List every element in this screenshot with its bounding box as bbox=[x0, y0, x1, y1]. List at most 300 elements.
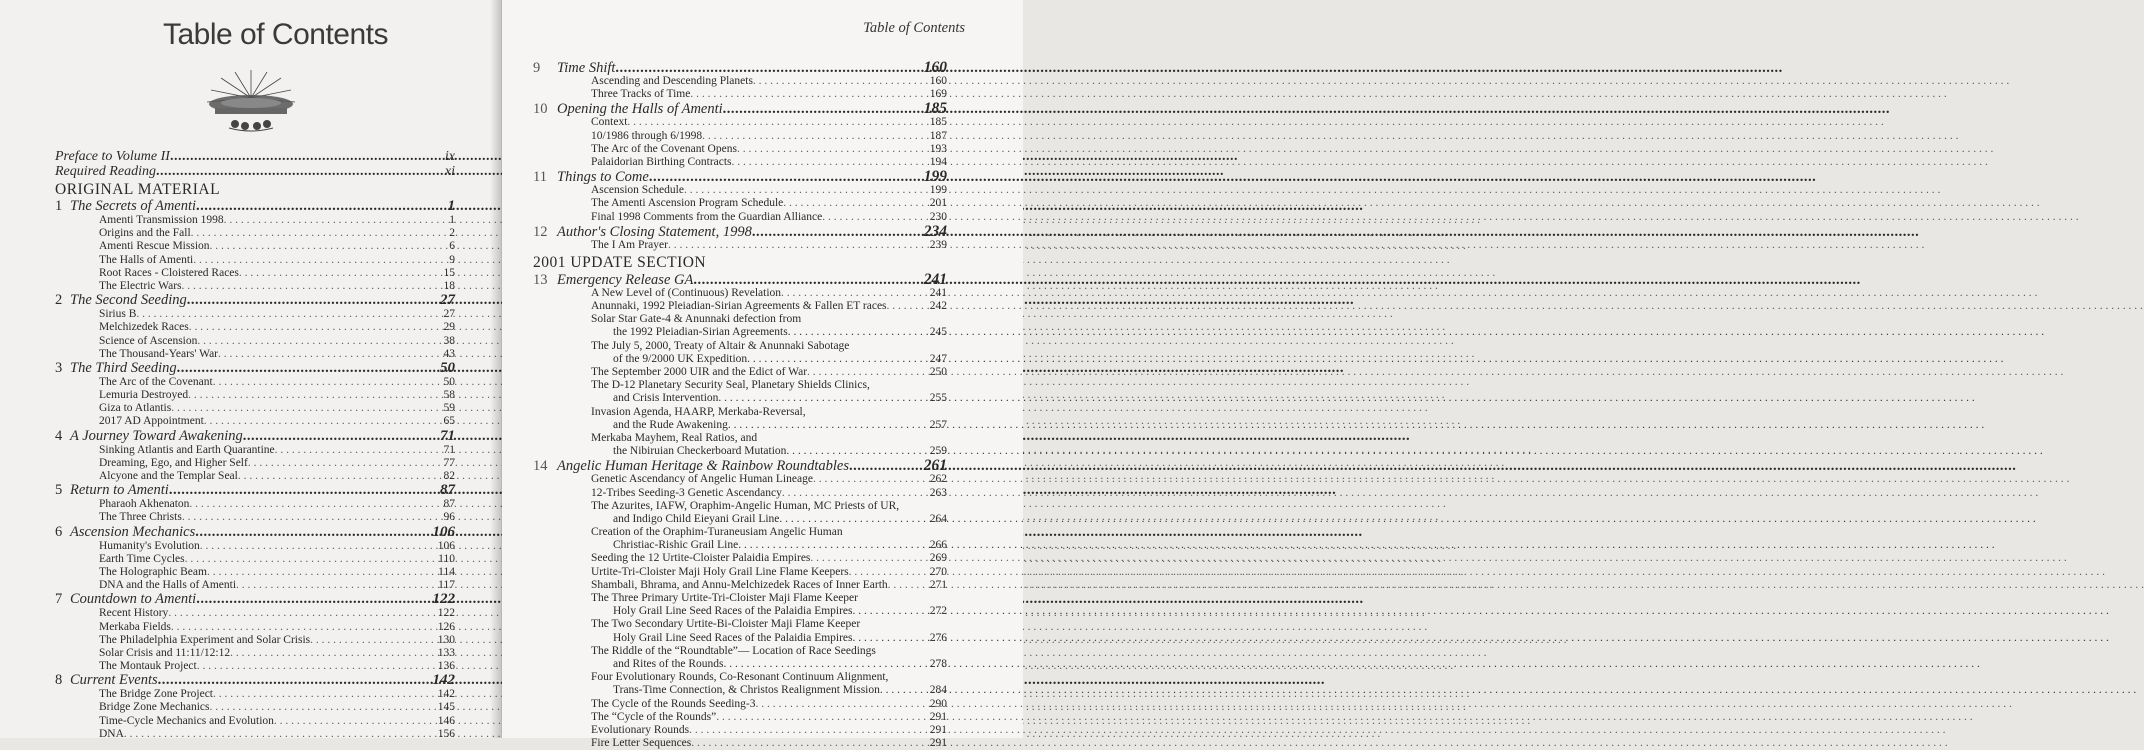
subentry-title: A New Level of (Continuous) Revelation bbox=[591, 286, 782, 299]
dot-leader bbox=[627, 116, 926, 129]
subentry-entry bbox=[55, 566, 455, 579]
page-number: 264 bbox=[929, 512, 947, 525]
emblem-icon bbox=[205, 68, 297, 134]
chapter-page: 199 bbox=[923, 168, 947, 186]
dot-leader bbox=[189, 498, 440, 511]
chapter-entry bbox=[533, 272, 947, 287]
subentry-entry bbox=[55, 267, 455, 280]
page-number: 122 bbox=[437, 607, 455, 620]
subentry-entry bbox=[533, 143, 947, 156]
dot-leader bbox=[177, 361, 438, 376]
subentry-entry bbox=[533, 156, 947, 169]
subentry-entry bbox=[55, 498, 455, 511]
page-number: 291 bbox=[929, 737, 947, 750]
chapter-title: Ascension Mechanics bbox=[70, 523, 196, 540]
dot-leader bbox=[822, 211, 927, 224]
subentry-line bbox=[533, 671, 947, 684]
subentry-line bbox=[533, 526, 947, 539]
chapter-number: 1 bbox=[55, 198, 63, 214]
subentry-title: Merkaba Fields bbox=[99, 620, 171, 633]
subentry-continuation: the Nibiruian Checkerboard Mutation bbox=[613, 445, 787, 458]
subentry-title: Solar Crisis and 11:11/12:12 bbox=[99, 646, 231, 659]
dot-leader bbox=[615, 61, 921, 76]
subentry-line bbox=[533, 379, 947, 392]
chapter-number: 11 bbox=[533, 169, 547, 186]
page-number: 18 bbox=[443, 279, 455, 292]
page-number: ix bbox=[444, 149, 455, 164]
page-number: 130 bbox=[437, 633, 455, 646]
chapter-page: 142 bbox=[432, 672, 455, 689]
page-number: 272 bbox=[929, 605, 947, 618]
chapter-number: 5 bbox=[55, 482, 63, 499]
subentry-entry bbox=[533, 724, 947, 737]
dot-leader bbox=[170, 150, 443, 165]
page-number: 126 bbox=[437, 620, 455, 633]
dot-leader bbox=[243, 429, 438, 444]
subentry-title: The Arc of the Covenant bbox=[99, 375, 213, 388]
chapter-page: 241 bbox=[923, 270, 947, 288]
subentry-title: The Three Christs bbox=[99, 511, 182, 524]
dot-leader bbox=[880, 684, 930, 697]
page-number: 133 bbox=[437, 646, 455, 659]
chapter-page: 27 bbox=[440, 292, 455, 309]
chapter-entry bbox=[55, 525, 455, 540]
chapter-number: 3 bbox=[55, 359, 63, 376]
page-number: 65 bbox=[443, 415, 455, 428]
dot-leader bbox=[849, 566, 927, 579]
subentry-continuation: Holy Grail Line Seed Races of the Palaidia Empires bbox=[613, 605, 853, 618]
chapter-entry bbox=[533, 169, 947, 184]
dot-leader bbox=[888, 579, 927, 592]
dot-leader bbox=[724, 658, 930, 671]
page-number: 284 bbox=[929, 684, 947, 697]
page-number: 259 bbox=[929, 445, 947, 458]
page-number: 58 bbox=[443, 389, 455, 402]
subentry-title: The Electric Wars bbox=[99, 279, 182, 292]
subentry-entry bbox=[55, 553, 455, 566]
dot-leader bbox=[196, 592, 430, 607]
chapter-title: Things to Come bbox=[557, 169, 649, 186]
subentry-title: Merkaba Mayhem, Real Ratios, and bbox=[591, 431, 758, 444]
page-number: 145 bbox=[437, 701, 455, 714]
subentry-entry bbox=[533, 366, 947, 379]
dot-leader bbox=[737, 143, 927, 156]
page-number: 291 bbox=[929, 723, 947, 736]
page-number: 142 bbox=[437, 688, 455, 701]
subentry-title: The I Am Prayer bbox=[591, 238, 668, 251]
page-number: 266 bbox=[929, 539, 947, 552]
page-number: 230 bbox=[929, 210, 947, 223]
chapter-entry bbox=[55, 673, 455, 688]
subentry-line bbox=[533, 618, 947, 631]
chapter-entry bbox=[533, 60, 947, 75]
dot-leader bbox=[200, 540, 435, 553]
subentry-entry bbox=[55, 308, 455, 321]
chapter-number: 12 bbox=[533, 223, 548, 240]
subentry-entry bbox=[533, 658, 947, 671]
chapter-entry bbox=[533, 458, 947, 473]
chapter-title: Emergency Release GA bbox=[557, 271, 694, 288]
dot-leader bbox=[783, 197, 926, 210]
subentry-entry bbox=[55, 728, 455, 741]
chapter-heading bbox=[55, 483, 169, 498]
chapter-page: 50 bbox=[440, 359, 455, 376]
dot-leader bbox=[752, 225, 922, 240]
subentry-entry bbox=[533, 326, 947, 339]
chapter-number: 8 bbox=[55, 672, 63, 689]
subentry-title: DNA and the Halls of Amenti bbox=[99, 579, 237, 592]
dot-leader bbox=[849, 459, 922, 474]
subentry-entry bbox=[533, 419, 947, 432]
page-number: 77 bbox=[443, 456, 455, 469]
subentry-title: The Arc of the Covenant Opens bbox=[591, 142, 737, 155]
subentry-title: Context bbox=[591, 116, 628, 129]
subentry-entry bbox=[533, 605, 947, 618]
subentry-title: The “Cycle of the Rounds” bbox=[591, 710, 717, 723]
toc-left bbox=[55, 150, 455, 741]
dot-leader bbox=[218, 348, 440, 361]
subentry-title: 2017 AD Appointment bbox=[99, 415, 204, 428]
subentry-line bbox=[533, 500, 947, 513]
subentry-title: The Three Primary Urtite-Tri-Cloister Maji Flame Keeper bbox=[591, 592, 858, 604]
page-title: Table of Contents bbox=[163, 18, 388, 51]
dot-leader bbox=[310, 634, 435, 647]
page-number: 245 bbox=[929, 326, 947, 339]
dot-leader bbox=[210, 701, 435, 714]
page-number: 117 bbox=[438, 579, 455, 592]
chapter-title: Opening the Halls of Amenti bbox=[557, 101, 723, 118]
page-number: 201 bbox=[929, 197, 947, 210]
page-number: 247 bbox=[929, 352, 947, 365]
page-number: 82 bbox=[443, 470, 455, 482]
toc-right bbox=[533, 60, 947, 750]
left-page bbox=[0, 0, 502, 738]
dot-leader bbox=[213, 376, 441, 389]
chapter-heading bbox=[533, 102, 723, 117]
page-number: 71 bbox=[443, 443, 455, 456]
subentry-title: Recent History bbox=[99, 607, 169, 620]
chapter-title: The Second Seeding bbox=[70, 292, 187, 309]
subentry-line bbox=[533, 592, 947, 605]
subentry-title: The D-12 Planetary Security Seal, Planetary Shields Clinics, bbox=[591, 379, 870, 392]
subentry-entry bbox=[55, 540, 455, 553]
subentry-title: Amenti Transmission 1998 bbox=[99, 214, 224, 226]
subentry-continuation: Christiac-Rishic Grail Line bbox=[613, 539, 739, 552]
subentry-title: The Bridge Zone Project bbox=[99, 688, 214, 701]
dot-leader bbox=[684, 184, 927, 197]
chapter-number: 13 bbox=[533, 271, 548, 288]
chapter-entry bbox=[533, 224, 947, 239]
dot-leader bbox=[723, 102, 922, 117]
subentry-title: Amenti Rescue Mission bbox=[99, 240, 210, 253]
dot-leader bbox=[788, 326, 930, 339]
dot-leader bbox=[169, 483, 438, 498]
chapter-heading bbox=[533, 61, 615, 76]
section-heading: 2001 UPDATE SECTION bbox=[533, 253, 707, 271]
subentry-entry bbox=[533, 445, 947, 458]
subentry-continuation: and the Rude Awakening bbox=[613, 418, 728, 431]
page-number: 169 bbox=[929, 88, 947, 101]
chapter-heading bbox=[533, 170, 649, 185]
entry-title: Required Reading bbox=[55, 163, 156, 179]
dot-leader bbox=[779, 513, 929, 526]
subentry-entry bbox=[55, 621, 455, 634]
chapter-entry bbox=[533, 101, 947, 116]
subentry-entry bbox=[533, 116, 947, 129]
front-matter-entry bbox=[55, 150, 455, 165]
chapter-page: 71 bbox=[440, 427, 455, 444]
dot-leader bbox=[691, 737, 926, 750]
page-number: 15 bbox=[443, 266, 455, 279]
dot-leader bbox=[649, 170, 922, 185]
dot-leader bbox=[156, 165, 443, 180]
subentry-entry bbox=[533, 88, 947, 101]
dot-leader bbox=[813, 473, 927, 486]
running-head: Table of Contents bbox=[863, 20, 965, 36]
page-number: 290 bbox=[929, 697, 947, 710]
page-number: 50 bbox=[443, 375, 455, 388]
chapter-entry bbox=[55, 429, 455, 444]
subentry-title: Time-Cycle Mechanics and Evolution bbox=[99, 714, 274, 727]
subentry-entry bbox=[533, 197, 947, 210]
chapter-heading bbox=[55, 592, 196, 607]
dot-leader bbox=[786, 445, 929, 458]
chapter-page: 261 bbox=[923, 457, 947, 475]
subentry-title: Humanity's Evolution bbox=[99, 539, 200, 552]
chapter-heading bbox=[55, 429, 243, 444]
entry-title: Preface to Volume II bbox=[55, 149, 170, 164]
dot-leader bbox=[158, 673, 431, 688]
chapter-page: 185 bbox=[923, 100, 947, 118]
subentry-title: Shambali, Bhrama, and Annu-Melchizedek Races of Inner Earth bbox=[591, 578, 888, 591]
subentry-entry bbox=[55, 227, 455, 240]
chapter-number: 4 bbox=[55, 427, 63, 444]
chapter-title: Countdown to Amenti bbox=[70, 591, 197, 608]
dot-leader bbox=[275, 444, 441, 457]
subentry-entry bbox=[533, 552, 947, 565]
dot-leader bbox=[195, 525, 430, 540]
chapter-number: 7 bbox=[55, 591, 63, 608]
dot-leader bbox=[753, 75, 927, 88]
page-number: 187 bbox=[929, 129, 947, 142]
page-number: 96 bbox=[443, 511, 455, 524]
subentry-entry bbox=[533, 737, 947, 750]
dot-leader bbox=[732, 156, 927, 169]
subentry-title: Pharaoh Akhenaton bbox=[99, 498, 190, 511]
dot-leader bbox=[168, 607, 434, 620]
subentry-entry bbox=[55, 321, 455, 334]
dot-leader bbox=[747, 353, 930, 366]
dot-leader bbox=[230, 647, 435, 660]
subentry-entry bbox=[55, 647, 455, 660]
dot-leader bbox=[716, 711, 927, 724]
subentry-title: Sirius B bbox=[99, 308, 137, 321]
subentry-continuation: of the 9/2000 UK Expedition bbox=[613, 352, 748, 365]
subentry-title: The Azurites, IAFW, Oraphim-Angelic Human, MC Priests of UR, bbox=[591, 499, 900, 512]
dot-leader bbox=[689, 724, 927, 737]
dot-leader bbox=[191, 227, 447, 240]
page-number: 199 bbox=[929, 184, 947, 197]
chapter-heading bbox=[55, 361, 177, 376]
page-number: 262 bbox=[929, 473, 947, 486]
subentry-title: Evolutionary Rounds bbox=[591, 723, 690, 736]
subentry-title: Four Evolutionary Rounds, Co-Resonant Continuum Alignment, bbox=[591, 671, 889, 684]
subentry-title: Science of Ascension bbox=[99, 334, 198, 347]
chapter-page: 234 bbox=[923, 222, 947, 240]
chapter-heading bbox=[55, 199, 196, 214]
chapter-title: Angelic Human Heritage & Rainbow Roundtables bbox=[557, 458, 849, 475]
page-number: 250 bbox=[929, 366, 947, 378]
dot-leader bbox=[189, 321, 441, 334]
subentry-entry bbox=[55, 444, 455, 457]
dot-leader bbox=[210, 240, 447, 253]
dot-leader bbox=[136, 308, 440, 321]
chapter-title: The Secrets of Amenti bbox=[70, 198, 197, 214]
chapter-heading bbox=[55, 293, 187, 308]
dot-leader bbox=[807, 366, 927, 379]
subentry-title: Urtite-Tri-Cloister Maji Holy Grail Line Flame Keepers bbox=[591, 565, 849, 578]
subentry-entry bbox=[533, 566, 947, 579]
subentry-title: Dreaming, Ego, and Higher Self bbox=[99, 456, 248, 469]
subentry-title: The Montauk Project bbox=[99, 660, 197, 673]
subentry-entry bbox=[55, 240, 455, 253]
subentry-entry bbox=[533, 579, 947, 592]
chapter-page: 106 bbox=[432, 523, 455, 540]
dot-leader bbox=[690, 88, 926, 101]
subentry-title: Fire Letter Sequences bbox=[591, 737, 692, 750]
page-number: 255 bbox=[929, 392, 947, 405]
page-number: 29 bbox=[443, 321, 455, 334]
dot-leader bbox=[668, 239, 927, 252]
subentry-title: Origins and the Fall bbox=[99, 227, 191, 240]
page-number: 241 bbox=[929, 286, 947, 299]
subentry-title: Bridge Zone Mechanics bbox=[99, 701, 210, 714]
dot-leader bbox=[187, 293, 438, 308]
subentry-title: Solar Star Gate-4 & Anunnaki defection from bbox=[591, 313, 802, 326]
subentry-title: The Thousand-Years' War bbox=[99, 347, 219, 360]
page-number: 291 bbox=[929, 710, 947, 723]
dot-leader bbox=[171, 621, 435, 634]
subentry-entry bbox=[55, 389, 455, 402]
subentry-entry bbox=[533, 684, 947, 697]
chapter-number: 2 bbox=[55, 292, 63, 309]
subentry-title: Ascending and Descending Planets bbox=[591, 75, 753, 87]
subentry-entry bbox=[533, 513, 947, 526]
subentry-entry bbox=[55, 607, 455, 620]
chapter-page: 1 bbox=[447, 198, 455, 214]
dot-leader bbox=[224, 214, 447, 227]
page-number: 27 bbox=[443, 308, 455, 321]
page-number: 146 bbox=[437, 714, 455, 727]
subentry-entry bbox=[533, 300, 947, 313]
chapter-heading bbox=[55, 525, 195, 540]
subentry-line bbox=[533, 645, 947, 658]
subentry-title: The September 2000 UIR and the Edict of War bbox=[591, 366, 808, 378]
dot-leader bbox=[782, 487, 927, 500]
subentry-title: 10/1986 through 6/1998 bbox=[591, 129, 703, 142]
section-heading: ORIGINAL MATERIAL bbox=[55, 181, 221, 198]
subentry-entry bbox=[533, 711, 947, 724]
subentry-entry bbox=[55, 376, 455, 389]
subentry-title: Giza to Atlantis bbox=[99, 402, 172, 415]
subentry-entry bbox=[533, 539, 947, 552]
page-number: 114 bbox=[438, 565, 455, 578]
page-number: 106 bbox=[437, 539, 455, 552]
subentry-entry bbox=[533, 698, 947, 711]
page-number: 6 bbox=[449, 240, 455, 253]
page-number: 43 bbox=[443, 347, 455, 360]
subentry-title: Palaidorian Birthing Contracts bbox=[591, 155, 732, 168]
dot-leader bbox=[188, 389, 440, 402]
page-number: 38 bbox=[443, 334, 455, 347]
dot-leader bbox=[196, 199, 445, 214]
chapter-title: A Journey Toward Awakening bbox=[70, 427, 243, 444]
chapter-title: Author's Closing Statement, 1998 bbox=[557, 223, 752, 240]
dot-leader bbox=[718, 392, 929, 405]
page-number: 263 bbox=[929, 486, 947, 499]
subentry-entry bbox=[55, 254, 455, 267]
page-number: 193 bbox=[929, 142, 947, 155]
subentry-entry bbox=[533, 239, 947, 252]
subentry-entry bbox=[533, 211, 947, 224]
dot-leader bbox=[702, 130, 927, 143]
subentry-title: DNA bbox=[99, 727, 124, 740]
subentry-continuation: Trans-Time Connection, & Christos Realignment Mission bbox=[613, 684, 880, 697]
subentry-entry bbox=[55, 688, 455, 701]
page-number: 185 bbox=[929, 116, 947, 129]
subentry-entry bbox=[533, 473, 947, 486]
chapter-title: Return to Amenti bbox=[70, 482, 169, 499]
dot-leader bbox=[182, 511, 441, 524]
dot-leader bbox=[810, 552, 926, 565]
chapter-entry bbox=[55, 361, 455, 376]
dot-leader bbox=[171, 402, 440, 415]
subentry-line bbox=[533, 313, 947, 326]
subentry-line bbox=[533, 432, 947, 445]
dot-leader bbox=[124, 728, 435, 741]
subentry-title: The Halls of Amenti bbox=[99, 253, 194, 266]
subentry-title: Melchizedek Races bbox=[99, 321, 189, 334]
subentry-entry bbox=[533, 353, 947, 366]
subentry-entry bbox=[533, 287, 947, 300]
subentry-entry bbox=[55, 701, 455, 714]
chapter-title: Time Shift bbox=[557, 60, 616, 76]
page-number: 59 bbox=[443, 402, 455, 415]
subentry-entry bbox=[55, 214, 455, 227]
subentry-title: Final 1998 Comments from the Guardian Alliance bbox=[591, 210, 823, 223]
page-number: 9 bbox=[449, 253, 455, 266]
dot-leader bbox=[185, 553, 436, 566]
chapter-entry bbox=[55, 293, 455, 308]
subentry-entry bbox=[533, 184, 947, 197]
subentry-continuation: and Rites of the Rounds bbox=[613, 657, 724, 670]
subentry-title: The Two Secondary Urtite-Bi-Cloister Maji Flame Keeper bbox=[591, 618, 861, 631]
dot-leader bbox=[755, 698, 926, 711]
chapter-entry bbox=[55, 199, 455, 214]
subentry-title: Alcyone and the Templar Seal bbox=[99, 470, 238, 482]
subentry-title: Sinking Atlantis and Earth Quarantine bbox=[99, 443, 275, 456]
subentry-entry bbox=[533, 75, 947, 88]
chapter-page: 160 bbox=[923, 59, 947, 76]
chapter-number: 9 bbox=[533, 60, 541, 76]
subentry-title: Root Races - Cloistered Races bbox=[99, 266, 239, 279]
chapter-heading bbox=[55, 673, 158, 688]
page-number: 1 bbox=[449, 214, 455, 226]
dot-leader bbox=[207, 566, 435, 579]
dot-leader bbox=[738, 539, 930, 552]
subentry-entry bbox=[55, 634, 455, 647]
page-number: 278 bbox=[929, 657, 947, 670]
